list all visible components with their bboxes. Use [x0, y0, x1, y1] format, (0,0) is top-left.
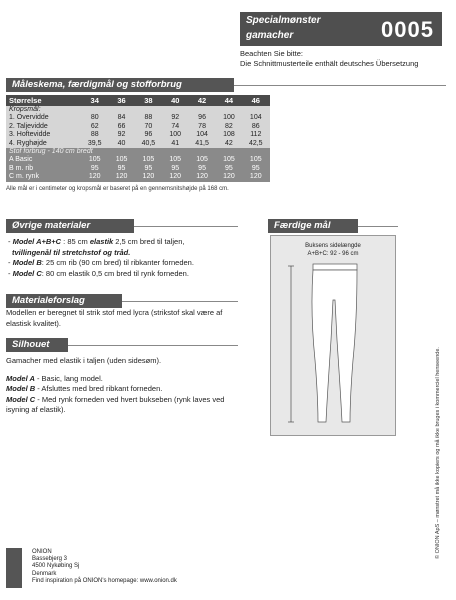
table-cell: 70: [134, 123, 162, 131]
table-cell: 92: [109, 131, 134, 139]
section-rule: [134, 226, 238, 227]
table-cell: 40: [109, 140, 134, 148]
table-cell: 62: [81, 123, 109, 131]
table-cell: 88: [134, 114, 162, 122]
section-rule: [68, 345, 238, 346]
side-length-value: A+B+C: 92 - 96 cm: [307, 251, 359, 257]
table-cell: 39,5: [81, 140, 109, 148]
table-cell: 78: [188, 123, 216, 131]
fabric-label-row: [6, 148, 270, 156]
copyright-vertical: © ONION ApS – mønstret må ikke kopiers og må ikke bruges i kommerciel henseende.: [435, 347, 441, 559]
row-label: 1. Overvidde: [6, 114, 81, 122]
table-row: [6, 173, 270, 181]
table-cell: 86: [242, 123, 270, 131]
table-row: [6, 131, 270, 139]
table-cell: 120: [134, 173, 162, 181]
table-cell: 120: [81, 173, 109, 181]
row-label: Stof forbrug - 140 cm bredt: [6, 148, 270, 156]
table-cell: 105: [242, 156, 270, 164]
row-label: C m. rynk: [6, 173, 81, 181]
row-label: Kropsmål:: [6, 106, 270, 114]
table-footnote: Alle mål er i centimeter og kropsmål er baseret på en gennemsnitshøjde på 168 cm.: [6, 185, 229, 192]
table-cell: 38: [134, 95, 162, 106]
table-cell: 120: [242, 173, 270, 181]
footer-address: ONION Bassebjerg 3 4500 Nykøbing Sj Denmark Find inspiration på ONION's homepage: www.onion.dk: [32, 549, 177, 584]
header-title-line2: gamacher: [246, 30, 294, 41]
side-length-label: Buksens sidelængde: [305, 243, 361, 249]
row-label: A Basic: [6, 156, 81, 164]
table-cell: 66: [109, 123, 134, 131]
table-cell: 105: [109, 156, 134, 164]
table-row: [6, 114, 270, 122]
table-cell: 82: [216, 123, 241, 131]
table-cell: 104: [188, 131, 216, 139]
table-cell: 96: [134, 131, 162, 139]
table-header-row: [6, 95, 270, 106]
materials-text: - Model A+B+C : 85 cm elastik 2,5 cm bred til taljen, tvillingenål til stretchstof og tråd. - Model B: 25 cm rib (90 cm bred) til ribkanter forneden. - Model C: 80 cm elastik 0,5 cm bred til rynk forneden.: [8, 237, 194, 278]
table-cell: 42,5: [242, 140, 270, 148]
notice-line1: Beachten Sie bitte:: [240, 49, 303, 58]
table-cell: 41: [163, 140, 188, 148]
table-cell: 105: [134, 156, 162, 164]
table-cell: 44: [216, 95, 241, 106]
table-cell: 95: [242, 165, 270, 173]
table-cell: 92: [163, 114, 188, 122]
table-row: [6, 156, 270, 164]
table-cell: 46: [242, 95, 270, 106]
silhouette-text: Gamacher med elastik i taljen (uden sidesøm). Model A - Basic, lang model. Model B - Afsluttes med bred ribkant forneden. Model C - Med rynk forneden ved hvert bukseben (rynk laves ved isyning af elastik).: [6, 356, 225, 414]
table-cell: 112: [242, 131, 270, 139]
table-cell: 40,5: [134, 140, 162, 148]
table-cell: 95: [81, 165, 109, 173]
table-cell: 108: [216, 131, 241, 139]
table-cell: 104: [242, 114, 270, 122]
table-cell: 120: [188, 173, 216, 181]
pattern-number: 0005: [381, 17, 434, 42]
table-cell: 36: [109, 95, 134, 106]
model-label: Model A+B+C: [12, 237, 62, 246]
table-cell: 105: [81, 156, 109, 164]
table-cell: 42: [188, 95, 216, 106]
pattern-header: [240, 12, 442, 46]
section-bar-silhouette: Silhouet: [6, 338, 68, 352]
table-cell: 34: [81, 95, 109, 106]
section-bar-measurements: Måleskema, færdigmål og stofforbrug: [6, 78, 234, 92]
row-label: 2. Taljevidde: [6, 123, 81, 131]
table-cell: 120: [109, 173, 134, 181]
leggings-drawing: [271, 260, 395, 435]
table-row: [6, 140, 270, 148]
table-cell: 100: [163, 131, 188, 139]
section-rule: [234, 85, 446, 86]
size-table: [6, 95, 270, 192]
table-cell: 100: [216, 114, 241, 122]
row-label: B m. rib: [6, 165, 81, 173]
table-cell: 105: [188, 156, 216, 164]
table-cell: 120: [163, 173, 188, 181]
row-label: 3. Hoftevidde: [6, 131, 81, 139]
section-bar-suggestion: Materialeforslag: [6, 294, 122, 308]
section-bar-materials: Øvrige materialer: [6, 219, 134, 233]
table-cell: 95: [109, 165, 134, 173]
suggestion-text: Modellen er beregnet til strik stof med lycra (strikstof skal være af elastisk kvalitet).: [6, 308, 223, 328]
section-rule: [122, 301, 238, 302]
table-cell: 95: [216, 165, 241, 173]
table-cell: 41,5: [188, 140, 216, 148]
table-cell: 42: [216, 140, 241, 148]
header-title-line1: Specialmønster: [246, 15, 321, 26]
section-rule: [358, 226, 398, 227]
table-row: [6, 123, 270, 131]
table-cell: 95: [163, 165, 188, 173]
footer-logo-block: [6, 548, 22, 588]
row-label: Størrelse: [6, 95, 81, 106]
table-cell: 80: [81, 114, 109, 122]
table-cell: 105: [163, 156, 188, 164]
notice-line2: Die Schnittmusterteile enthält deutsches Übersetzung: [240, 59, 419, 68]
table-cell: 95: [188, 165, 216, 173]
table-cell: 105: [216, 156, 241, 164]
table-cell: 96: [188, 114, 216, 122]
table-cell: 84: [109, 114, 134, 122]
table-row: [6, 165, 270, 173]
body-measure-label-row: [6, 106, 270, 114]
row-label: 4. Ryghøjde: [6, 140, 81, 148]
table-cell: 74: [163, 123, 188, 131]
table-cell: 95: [134, 165, 162, 173]
company-name: ONION: [32, 549, 52, 555]
table-cell: 120: [216, 173, 241, 181]
table-cell: 40: [163, 95, 188, 106]
table-cell: 88: [81, 131, 109, 139]
section-bar-finished: Færdige mål: [268, 219, 358, 233]
garment-illustration-box: [270, 235, 396, 436]
